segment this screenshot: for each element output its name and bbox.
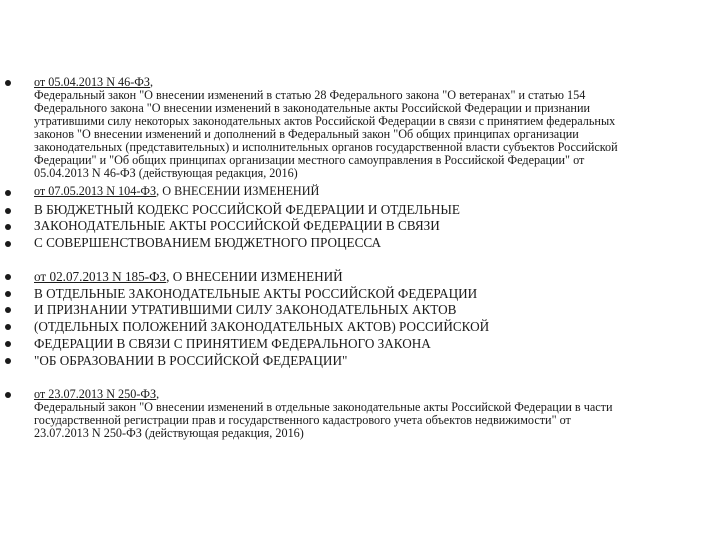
item-3-line-3: (ОТДЕЛЬНЫХ ПОЛОЖЕНИЙ ЗАКОНОДАТЕЛЬНЫХ АКТОВ) РОССИЙСКОЙ — [34, 319, 490, 334]
item-1-line-4: законов "О внесении изменений и дополнений в Федеральный закон "Об общих принципах организации — [34, 127, 579, 141]
item-1-line-7: 05.04.2013 N 46-ФЗ (действующая редакция, 2016) — [34, 166, 298, 180]
item-3-line-1: В ОТДЕЛЬНЫЕ ЗАКОНОДАТЕЛЬНЫЕ АКТЫ РОССИЙСКОЙ ФЕДЕРАЦИИ — [34, 286, 478, 301]
law-link-3-suffix: , О ВНЕСЕНИИ ИЗМЕНЕНИЙ — [166, 269, 343, 284]
law-link-1-suffix: , — [150, 75, 154, 89]
bullet — [5, 190, 11, 196]
item-1-line-1: Федеральный закон "О внесении изменений в статью 28 Федерального закона "О ветеранах" и статью 154 — [34, 88, 586, 102]
bullet — [5, 358, 11, 364]
item-3-line-5: "ОБ ОБРАЗОВАНИИ В РОССИЙСКОЙ ФЕДЕРАЦИИ" — [34, 353, 348, 368]
item-1-line-3: утратившими силу некоторых законодательных актов Российской Федерации в связи с принятием федеральных — [34, 114, 616, 128]
item-1-line-2: Федерального закона "О внесении изменений в законодательные акты Российской Федерации и признании — [34, 101, 590, 115]
bullet — [5, 274, 11, 280]
item-4-line-3: 23.07.2013 N 250-ФЗ (действующая редакция, 2016) — [34, 426, 304, 440]
item-1-line-6: Федерации" и "Об общих принципах организации местного самоуправления в Российской Федерации" от — [34, 153, 585, 167]
item-3-line-2: И ПРИЗНАНИИ УТРАТИВШИМИ СИЛУ ЗАКОНОДАТЕЛЬНЫХ АКТОВ — [34, 302, 457, 317]
item-4-line-2: государственной регистрации прав и государственного кадастрового учета объектов недвижимости" от — [34, 413, 571, 427]
item-2-line-2: ЗАКОНОДАТЕЛЬНЫЕ АКТЫ РОССИЙСКОЙ ФЕДЕРАЦИИ В СВЯЗИ — [34, 218, 440, 233]
law-link-2[interactable]: от 07.05.2013 N 104-ФЗ — [34, 184, 157, 198]
item-2-line-1: В БЮДЖЕТНЫЙ КОДЕКС РОССИЙСКОЙ ФЕДЕРАЦИИ И ОТДЕЛЬНЫЕ — [34, 202, 460, 217]
item-3-line-4: ФЕДЕРАЦИИ В СВЯЗИ С ПРИНЯТИЕМ ФЕДЕРАЛЬНОГО ЗАКОНА — [34, 336, 431, 351]
law-link-2-suffix: , О ВНЕСЕНИИ ИЗМЕНЕНИЙ — [156, 184, 320, 198]
bullet — [5, 291, 11, 297]
law-link-4[interactable]: от 23.07.2013 N 250-ФЗ — [34, 387, 157, 401]
bullet — [5, 307, 11, 313]
law-link-4-suffix: , — [156, 387, 160, 401]
bullet — [5, 208, 11, 214]
bullet — [5, 241, 11, 247]
bullet — [5, 80, 11, 86]
item-4-line-1: Федеральный закон "О внесении изменений в отдельные законодательные акты Российской Федерации в части — [34, 400, 613, 414]
bullet — [5, 392, 11, 398]
law-link-1[interactable]: от 05.04.2013 N 46-ФЗ — [34, 75, 151, 89]
bullet — [5, 341, 11, 347]
item-1-line-5: законодательных (представительных) и исполнительных органов государственной власти субъектов Российской — [34, 140, 618, 154]
item-2-line-3: С СОВЕРШЕНСТВОВАНИЕМ БЮДЖЕТНОГО ПРОЦЕССА — [34, 235, 382, 250]
law-link-3[interactable]: от 02.07.2013 N 185-ФЗ — [34, 269, 167, 284]
bullet — [5, 324, 11, 330]
bullet — [5, 224, 11, 230]
